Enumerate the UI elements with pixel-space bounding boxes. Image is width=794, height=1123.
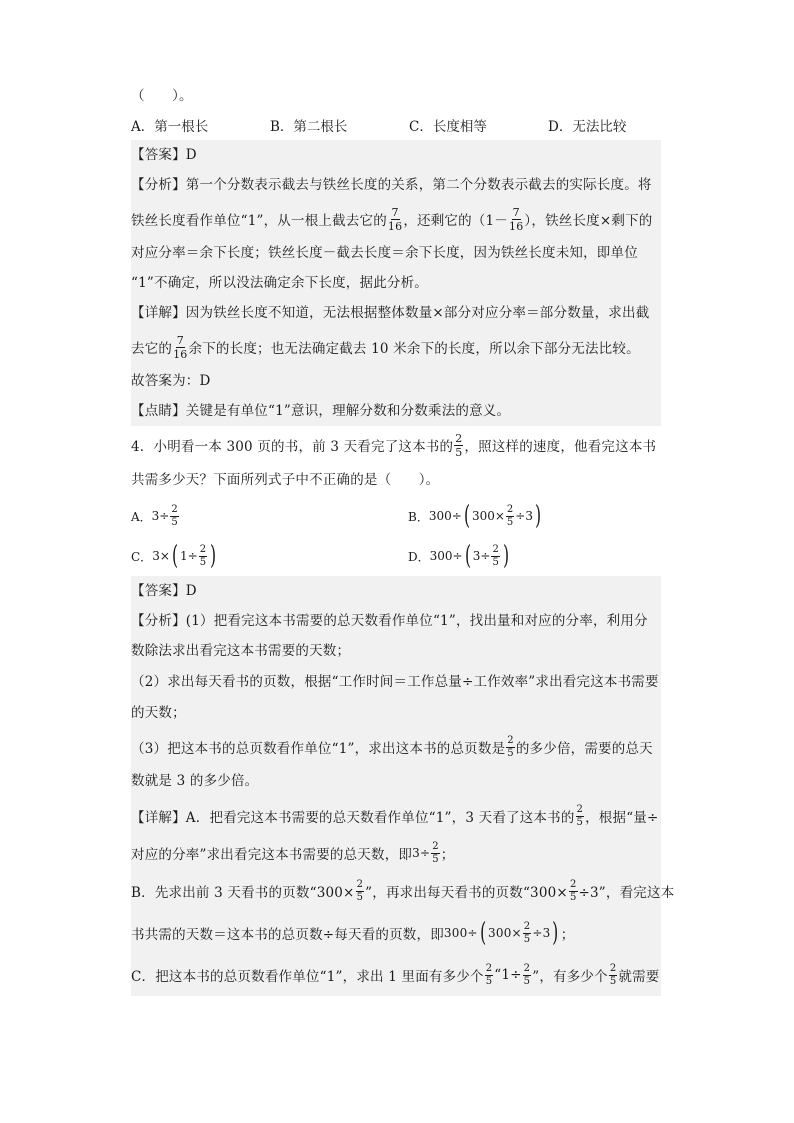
fraction-7-16: $\frac{7}{16}$ xyxy=(387,205,403,233)
q4-stem-line-1 xyxy=(131,426,661,464)
q3-option-d: D．无法比较 xyxy=(548,119,627,135)
fraction-7-16: $\frac{7}{16}$ xyxy=(173,333,188,361)
fraction-2-5: $\frac{2}{5}$ xyxy=(507,734,514,759)
q4-analysis-line-3: （2）求出每天看书的页数，根据“工作时间＝工作总量÷工作效率”求出看完这本书需要 xyxy=(131,674,659,690)
left-paren: ( xyxy=(479,918,486,948)
q4-analysis-line-6: 数就是 3 的多少倍。 xyxy=(131,773,259,789)
left-paren: ( xyxy=(464,541,471,571)
q4-analysis-line-4: 的天数； xyxy=(131,705,186,721)
q3-solution-block xyxy=(131,140,661,426)
q3-stem-tail: （ ）。 xyxy=(131,88,193,104)
right-paren: ) xyxy=(502,541,509,571)
fraction-2-5: $\frac{2}{5}$ xyxy=(609,962,617,987)
fraction-2-5: $\frac{2}{5}$ xyxy=(171,503,178,528)
document-page xyxy=(131,82,675,996)
q4-stem-text: ，照这样的速度，他看完这本书 xyxy=(464,439,657,455)
q3-analysis-text: ，还剩它的（1－ xyxy=(403,213,509,229)
q3-analysis-line-1: 【分析】第一个分数表示截去与铁丝长度的关系，第二个分数表示截去的实际长度。将 xyxy=(131,177,652,193)
q3-detail-line-2 xyxy=(131,328,661,366)
q4-solution-block xyxy=(131,576,675,996)
left-paren: ( xyxy=(463,501,470,531)
q4-detail-a-line-2: 对应的分率”求出看完这本书需要的总天数，即 3÷ $\frac{2}{5}$ ； xyxy=(131,840,455,865)
q4-stem-text: 4．小明看一本 300 页的书，前 3 天看完了这本书的 xyxy=(131,439,454,455)
q3-detail-text: 去它的 xyxy=(131,341,173,357)
right-paren: ) xyxy=(552,918,559,948)
right-paren: ) xyxy=(210,541,217,571)
fraction-2-5: $\frac{2}{5}$ xyxy=(576,803,584,828)
q4-options xyxy=(131,496,661,576)
left-paren: ( xyxy=(171,541,179,571)
fraction-2-5: $\frac{2}{5}$ xyxy=(523,920,531,945)
q3-final-answer: 故答案为：D xyxy=(131,373,211,389)
q4-option-d: D． 300÷ ( 3÷ $\frac{2}{5}$ ) xyxy=(408,541,509,571)
fraction-7-16: $\frac{7}{16}$ xyxy=(509,205,524,233)
fraction-2-5: $\frac{2}{5}$ xyxy=(199,543,207,568)
q3-analysis-line-4: “1”不确定，所以没法确定余下长度，据此分析。 xyxy=(131,275,428,291)
q3-options xyxy=(131,110,661,140)
q3-tip: 【点睛】关键是有单位“1”意识，理解分数和分数乘法的意义。 xyxy=(131,403,511,419)
q4-analysis-line-1: 【分析】(1）把看完这本书需要的总天数看作单位“1”，找出量和对应的分率，利用分 xyxy=(131,613,648,629)
fraction-2-5: $\frac{2}{5}$ xyxy=(455,431,463,459)
q3-analysis-text: ），铁丝长度×剩下的 xyxy=(524,213,653,229)
right-paren: ) xyxy=(535,501,542,531)
q4-option-a: A． 3÷ $\frac{2}{5}$ xyxy=(131,503,178,528)
q3-analysis-text: 铁丝长度看作单位“1”，从一根上截去它的 xyxy=(131,213,387,229)
q4-answer: 【答案】D xyxy=(131,583,197,599)
q4-detail-a-line-1: 【详解】A．把看完这本书需要的总天数看作单位“1”，3 天看了这本书的 $\frac{2}{5}$ ，根据“量÷ xyxy=(131,803,659,828)
q3-option-a: A．第一根长 xyxy=(131,119,209,135)
fraction-2-5: $\frac{2}{5}$ xyxy=(523,962,531,987)
q4-analysis-line-5: （3）把这本书的总页数看作单位“1”，求出这本书的总页数是 $\frac{2}{5}$ 的多少倍，需要的总天 xyxy=(131,734,653,759)
fraction-2-5: $\frac{2}{5}$ xyxy=(432,840,439,865)
q3-option-c: C．长度相等 xyxy=(409,119,487,135)
q3-detail-line-1: 【详解】因为铁丝长度不知道，无法根据整体数量×部分对应分率＝部分数量，求出截 xyxy=(131,305,650,321)
q3-analysis-line-2 xyxy=(131,200,661,238)
q4-analysis-line-2: 数除法求出看完这本书需要的天数； xyxy=(131,643,351,659)
q3-answer: 【答案】D xyxy=(131,147,197,163)
fraction-2-5: $\frac{2}{5}$ xyxy=(356,878,364,903)
q4-option-b: B． 300÷ ( 300× $\frac{2}{5}$ ÷3 ) xyxy=(408,501,542,531)
q3-detail-text: 余下的长度；也无法确定截去 10 米余下的长度，所以余下部分无法比较。 xyxy=(188,341,640,357)
fraction-2-5: $\frac{2}{5}$ xyxy=(492,543,499,568)
fraction-2-5: $\frac{2}{5}$ xyxy=(569,878,577,903)
q4-stem-line-2: 共需多少天？下面所列式子中不正确的是（ ）。 xyxy=(131,472,440,488)
fraction-2-5: $\frac{2}{5}$ xyxy=(485,962,493,987)
q4-detail-b-line-1: B．先求出前 3 天看书的页数“300× $\frac{2}{5}$ ”，再求出每天看书的页数“300× $\frac{2}{5}$ ÷3”，看完这本 xyxy=(131,878,675,903)
fraction-2-5: $\frac{2}{5}$ xyxy=(506,503,514,528)
q4-option-c: C． 3× ( 1÷ $\frac{2}{5}$ ) xyxy=(131,541,217,571)
q4-detail-b-line-2: 书共需的天数＝这本书的总页数÷每天看的页数，即 300÷ ( 300× $\frac{2}{5}$ ÷3 ) ； xyxy=(131,918,575,948)
q4-detail-c-line-1: C．把这本书的总页数看作单位“1”，求出 1 里面有多少个 $\frac{2}{5}$ “1÷ $\frac{2}{5}$ ”，有多少个 $\frac{2}{5}$ 就需要 xyxy=(131,962,660,987)
q3-analysis-line-3: 对应分率＝余下长度；铁丝长度－截去长度＝余下长度，因为铁丝长度未知，即单位 xyxy=(131,245,638,261)
q3-option-b: B．第二根长 xyxy=(270,119,348,135)
